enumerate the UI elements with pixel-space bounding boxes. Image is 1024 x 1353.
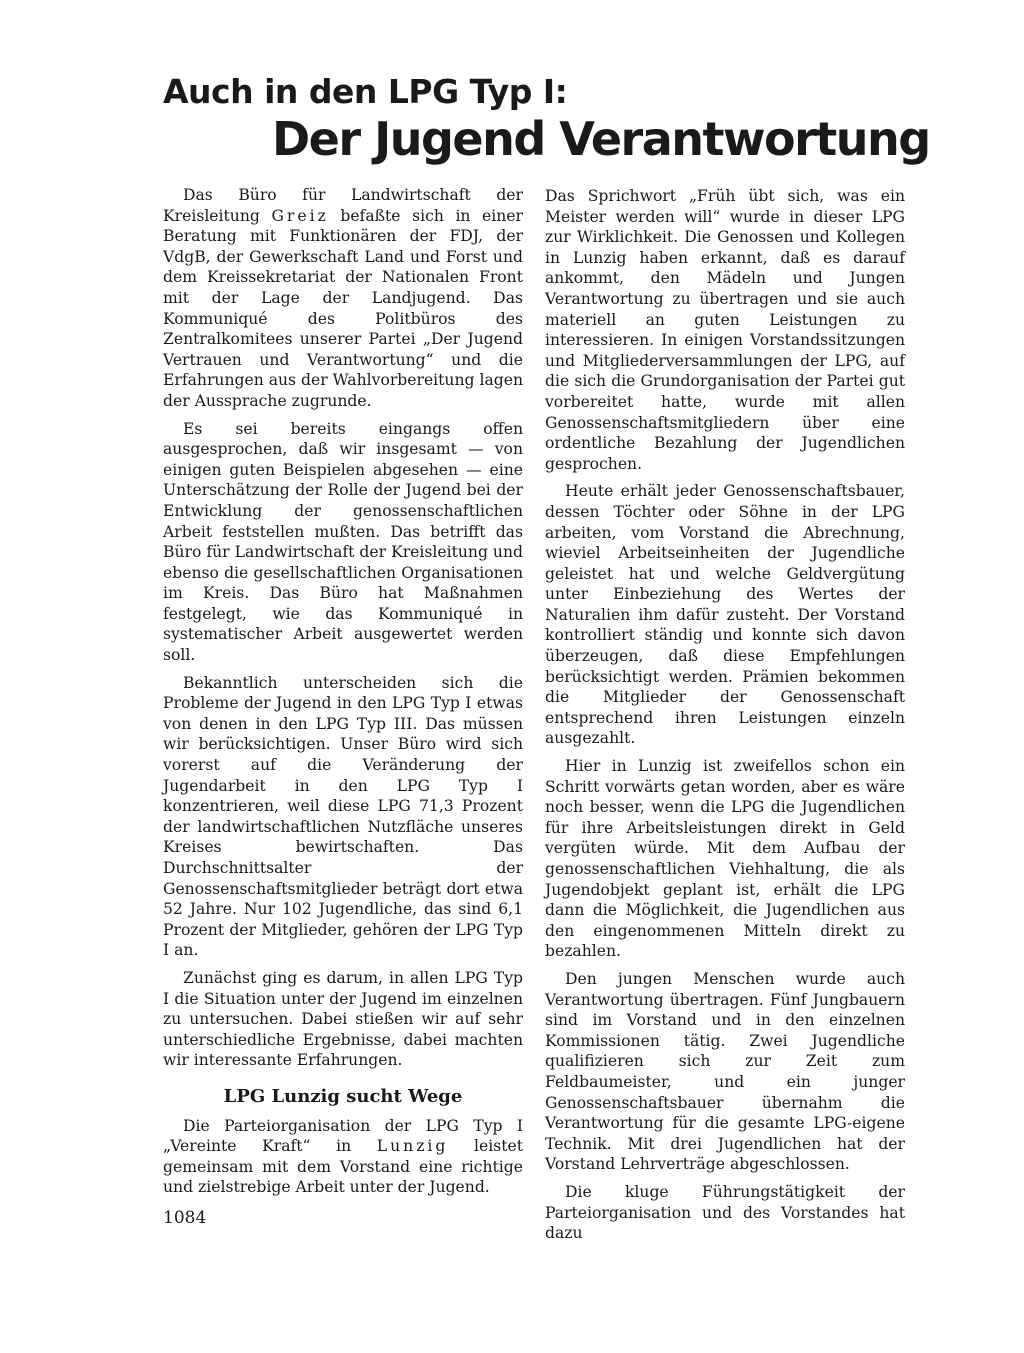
paragraph-5-text-b: leistet gemeinsam mit dem Vorstand eine richtige und zielstrebige Arbeit unter der Jugend.	[163, 1137, 523, 1197]
article-headline: Der Jugend Verantwortung	[272, 112, 930, 166]
article-kicker: Auch in den LPG Typ I:	[163, 72, 568, 111]
paragraph-1	[163, 185, 523, 412]
paragraph-8: Hier in Lunzig ist zweifellos schon ein Schritt vorwärts getan worden, aber es wäre noch besser, wenn die LPG die Jugendlichen für ihre Arbeitsleistungen direkt in Geld vergüten würde. Mit dem Aufbau der genossenschaftlichen Viehhaltung, die als Jugendobjekt geplant ist, erhält die LPG dann die Möglichkeit, die Jugendlichen aus den eingenommenen Mitteln direkt zu bezahlen.	[545, 757, 905, 961]
paragraph-4: Zunächst ging es darum, in allen LPG Typ I die Situation unter der Jugend im einzelnen zu untersuchen. Dabei stießen wir auf sehr unterschiedliche Ergebnisse, dabei machten wir interessante Erfahrungen.	[163, 968, 523, 1070]
section-subheading: LPG Lunzig sucht Wege	[223, 1085, 463, 1107]
paragraph-1-text-a: Das Büro für Landwirtschaft der Kreisleitung	[163, 186, 523, 225]
paragraph-5-text-a: Die Parteiorganisation der LPG Typ I „Vereinte Kraft“ in	[163, 1116, 523, 1156]
paragraph-2: Es sei bereits eingangs offen ausgesprochen, daß wir insgesamt — von einigen guten Beispielen abgesehen — eine Unterschätzung der Rolle der Jugend bei der Entwicklung der genossenschaftlichen Arbeit feststellen mußten. Das betrifft das Büro für Landwirtschaft der Kreisleitung und ebenso die gesellschaftlichen Organisationen im Kreis. Das Büro hat Maßnahmen festgelegt, wie das Kommuniqué in systematischer Arbeit ausgewertet werden soll.	[163, 419, 523, 665]
paragraph-10: Die kluge Führungstätigkeit der Parteiorganisation und des Vorstandes hat dazu	[545, 1182, 905, 1243]
right-column	[545, 186, 905, 1251]
paragraph-1-text-b: befaßte sich in einer Beratung mit Funktionären der FDJ, der VdgB, der Gewerkschaft Land und Forst und dem Kreissekretariat der Nationalen Front mit der Lage der Landjugend. Das Kommuniqué des Politbüros des Zentralkomitees unserer Partei „Der Jugend Vertrauen und Verantwortung“ und die Erfahrungen aus der Wahlvorbereitung lagen der Aussprache zugrunde.	[163, 206, 523, 410]
left-column	[163, 185, 523, 1205]
paragraph-5	[163, 1116, 523, 1198]
paragraph-9: Den jungen Menschen wurde auch Verantwortung übertragen. Fünf Jungbauern sind im Vorstand und in den einzelnen Kommissionen tätig. Zwei Jugendliche qualifizieren sich zur Zeit zum Feldbaumeister, und ein junger Genossenschaftsbauer übernahm die Verantwortung für die gesamte LPG-eigene Technik. Mit drei Jugendlichen hat der Vorstand Lehrverträge abgeschlossen.	[545, 969, 905, 1174]
place-name-greiz: Greiz	[271, 206, 329, 225]
paragraph-7: Heute erhält jeder Genossenschaftsbauer, dessen Töchter oder Söhne in der LPG arbeiten, vom Vorstand die Abrechnung, wieviel Arbeitseinheiten der Jugendliche geleistet hat und welche Geldvergütung unter Einbeziehung des Wertes der Naturalien ihm dafür zusteht. Der Vorstand kontrolliert ständig und konnte sich davon überzeugen, daß diese Empfehlungen berücksichtigt werden. Prämien bekommen die Mitglieder der Genossenschaft entsprechend ihren Leistungen einzeln ausgezahlt.	[545, 482, 905, 748]
page-number: 1084	[163, 1208, 207, 1228]
paragraph-3: Bekanntlich unterscheiden sich die Probleme der Jugend in den LPG Typ I etwas von denen in den LPG Typ III. Das müssen wir berücksichtigen. Unser Büro wird sich vorerst auf die Veränderung der Jugendarbeit in den LPG Typ I konzentrieren, weil diese LPG 71,3 Prozent der landwirtschaftlichen Nutzfläche unseres Kreises bewirtschaften. Das Durchschnittsalter der Genossenschaftsmitglieder beträgt dort etwa 52 Jahre. Nur 102 Jugendliche, das sind 6,1 Prozent der Mitglieder, gehören der LPG Typ I an.	[163, 673, 523, 960]
place-name-lunzig: Lunzig	[376, 1137, 449, 1156]
paragraph-6: Das Sprichwort „Früh übt sich, was ein Meister werden will“ wurde in dieser LPG zur Wirklichkeit. Die Genossen und Kollegen in Lunzig haben erkannt, daß es darauf ankommt, den Mädeln und Jungen Verantwortung zu übertragen und sie auch materiell an guten Leistungen zu interessieren. In einigen Vorstandssitzungen und Mitgliederversammlungen der LPG, auf die sich die Grundorganisation der Partei gut vorbereitet hatte, wurde mit allen Genossenschaftsmitgliedern über eine ordentliche Bezahlung der Jugendlichen gesprochen.	[545, 187, 905, 473]
